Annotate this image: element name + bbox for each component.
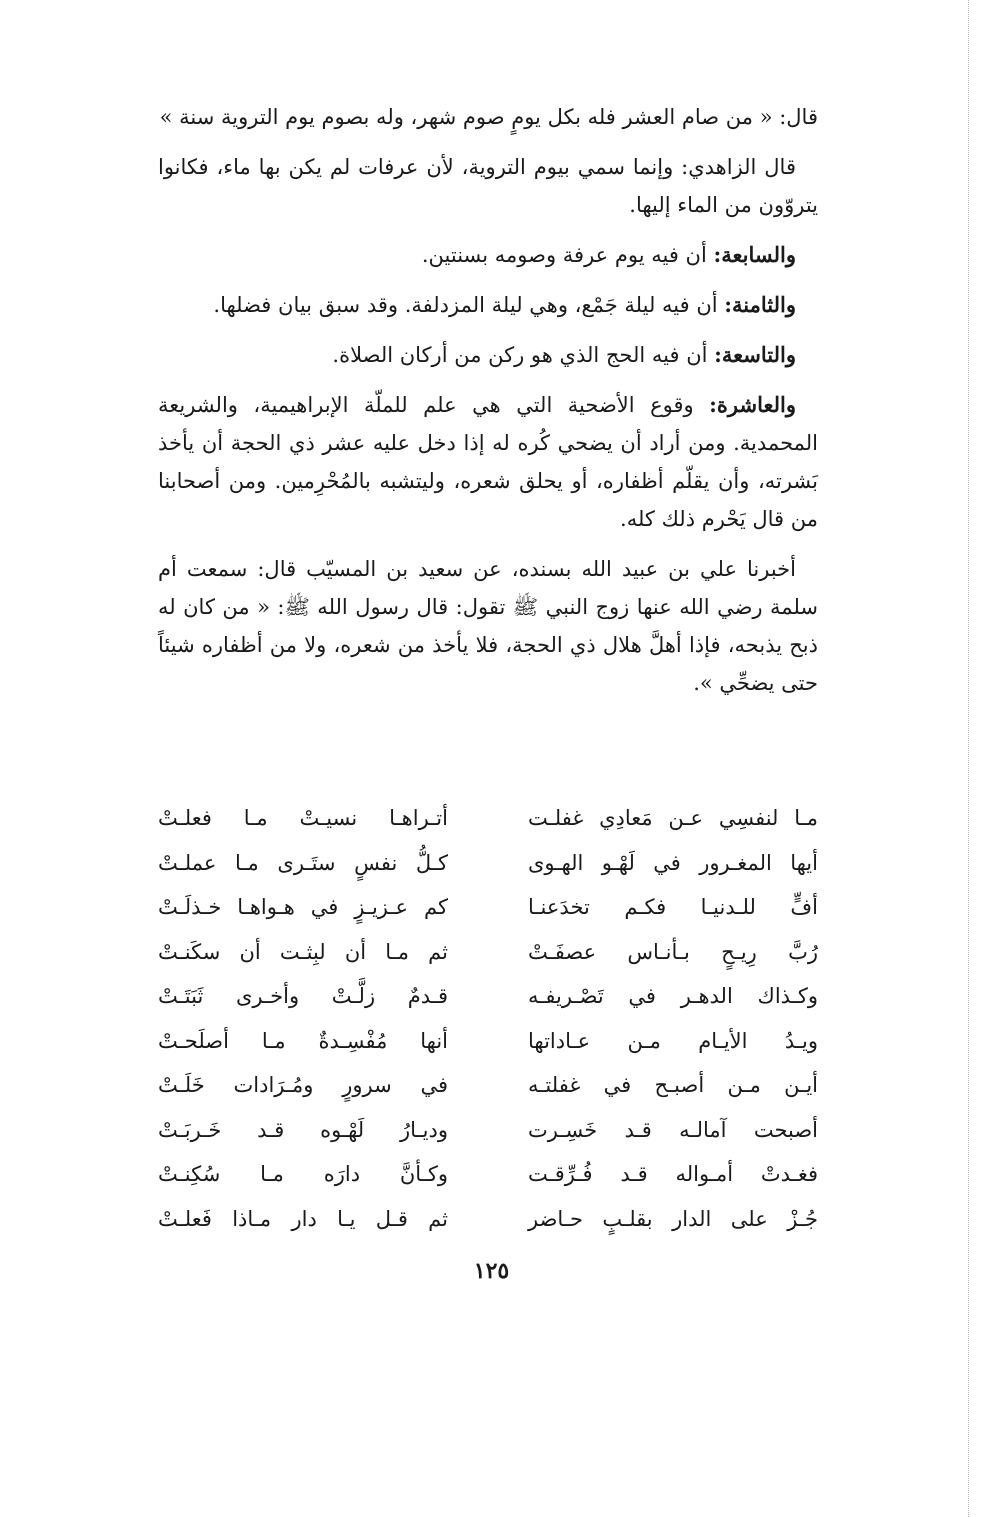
poem-verse [158, 796, 818, 841]
paragraph-eighth: والثامنة: أن فيه ليلة جَمْع، وهي ليلة المزدلفة. وقد سبق بيان فضلها. [213, 292, 796, 317]
verse-first-half: مـا لنفسِي عـن مَعادِي غفلـت [528, 806, 818, 831]
poem-verse [158, 1019, 818, 1064]
verse-first-half: أفٍّ للـدنيـا فكـم تخدَعنـا [528, 895, 818, 920]
verse-second-half: وكـأنَّ دارَه مـا سُكِنـتْ [158, 1162, 448, 1187]
paragraph: قال: « من صام العشر فله بكل يومٍ صوم شهر، وله بصوم يوم التروية سنة » [159, 105, 818, 129]
poem [158, 796, 818, 1241]
paragraph-ninth: والتاسعة: أن فيه الحج الذي هو ركن من أركان الصلاة. [332, 342, 796, 367]
paragraph-lead: والعاشرة: [709, 392, 796, 417]
verse-second-half: ثم مـا أن لبِثـت أن سكَنـتْ [158, 939, 448, 964]
paragraph-lead: والسابعة: [713, 242, 796, 267]
poem-verse [158, 885, 818, 930]
verse-second-half: في سرورٍ ومُـرَادات خَلَـتْ [158, 1073, 448, 1098]
poem-verse [158, 1063, 818, 1108]
verse-second-half: أنها مُفْسِـدةٌ مـا أصلَحـتْ [158, 1028, 448, 1053]
verse-first-half: أيها المغـرور في لَهْـو الهـوى [528, 850, 818, 875]
verse-second-half: أتـراهـا نسيـتْ مـا فعلـتْ [158, 806, 448, 831]
verse-first-half: جُـزْ على الدار بقلـبٍ حـاضر [528, 1206, 818, 1231]
paragraph-lead: والثامنة: [724, 292, 796, 317]
poem-verse [158, 930, 818, 975]
verse-second-half: قـدمٌ زلَّـتْ وأخـرى ثَبَتَـتْ [158, 984, 448, 1009]
paragraph-hadith: أخبرنا علي بن عبيد الله بسنده، عن سعيد بن المسيّب قال: سمعت أم سلمة رضي الله عنها زوج النبي ﷺ تقول: قال رسول الله ﷺ: « من كان له ذبح يذبحه، فإذا أهلَّ هلال ذي الحجة، فلا يأخذ من شعره، ولا من أظفاره شيئاً حتى يضحِّي ». [158, 557, 818, 695]
verse-second-half: ثم قـل يـا دار مـاذا فَعلـتْ [158, 1206, 448, 1231]
verse-first-half: أيـن مـن أصبـح في غفلتـه [528, 1073, 818, 1098]
verse-first-half: ويـدُ الأيـام مـن عـاداتها [528, 1028, 818, 1053]
prose-block [158, 98, 818, 714]
page-number: ١٢٥ [473, 1258, 510, 1284]
paragraph: قال الزاهدي: وإنما سمي بيوم التروية، لأن عرفات لم يكن بها ماء، فكانوا يتروّون من الماء إليها. [158, 155, 818, 217]
poem-verse [158, 841, 818, 886]
verse-second-half: كم عـزيـزٍ في هـواهـا خـذلَـتْ [158, 895, 448, 920]
paragraph-lead: والتاسعة: [714, 342, 796, 367]
poem-verse [158, 1152, 818, 1197]
verse-second-half: وديـارُ لَهْـوه قـد خَـربَـتْ [158, 1117, 448, 1142]
page-edge-divider [968, 0, 969, 1517]
verse-first-half: وكـذاك الدهـر في تَصْـريفـه [528, 984, 818, 1009]
poem-verse [158, 974, 818, 1019]
verse-first-half: أصبحت آمالـه قـد خَسِـرت [528, 1117, 818, 1142]
paragraph-seventh: والسابعة: أن فيه يوم عرفة وصومه بسنتين. [421, 242, 796, 267]
poem-verse [158, 1197, 818, 1242]
poem-verse [158, 1108, 818, 1153]
verse-first-half: رُبَّ رِيـحٍ بـأنـاس عصفَـتْ [528, 939, 818, 964]
verse-second-half: كـلُّ نفسٍ ستَـرى مـا عملـتْ [158, 850, 448, 875]
paragraph-tenth: والعاشرة: وقوع الأضحية التي هي علم للملّة الإبراهيمية، والشريعة المحمدية. ومن أراد أن يضحي كُره له إذا دخل عليه عشر ذي الحجة أن يأخذ بَشرته، وأن يقلّم أظفاره، أو يحلق شعره، وليتشبه بالمُحْرِمين. ومن أصحابنا من قال يَحْرم ذلك كله. [158, 392, 818, 531]
verse-first-half: فغـدتْ أمـواله قـد فُـرِّقـت [528, 1162, 818, 1187]
